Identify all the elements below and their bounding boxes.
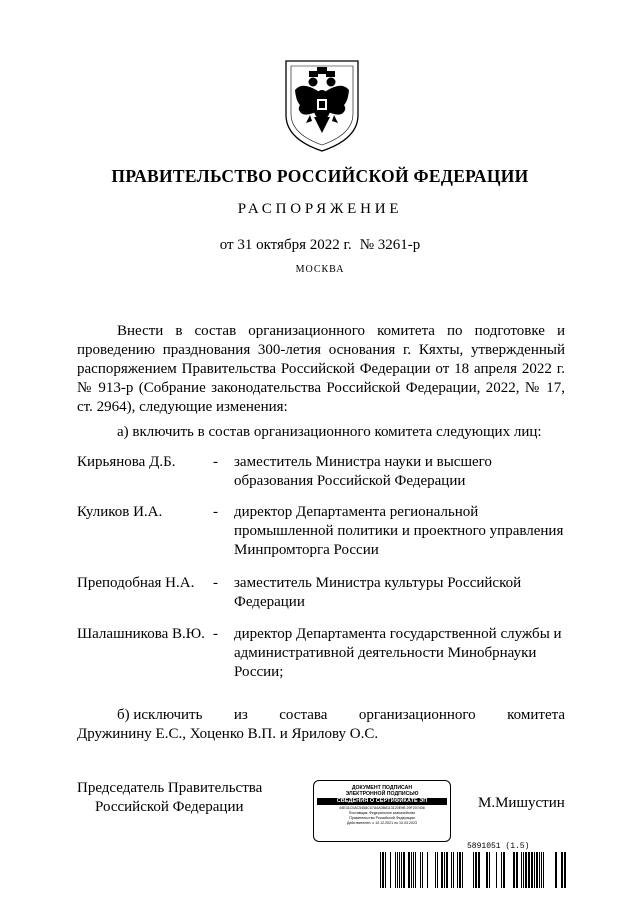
person-position: директор Департамента региональной промышленной политики и проектного управления Минпромторга России [234, 504, 564, 558]
document-date-line [0, 237, 640, 254]
stamp-issuer: Поставщик: Федеральное казначейство [348, 811, 416, 815]
stamp-banner: СВЕДЕНИЯ О СЕРТИФИКАТЕ ЭП [317, 798, 447, 805]
point-b-word: состава [279, 707, 328, 723]
document-type: РАСПОРЯЖЕНИЕ [237, 201, 403, 217]
person-name: Шалашникова В.Ю. [77, 626, 205, 642]
point-b [77, 706, 565, 744]
person-name: Куликов И.А. [77, 504, 163, 520]
city: МОСКВА [295, 264, 345, 275]
stamp-line2: ЭЛЕКТРОННОЙ ПОДПИСЬЮ [345, 791, 419, 797]
person-position: заместитель Министра культуры Российской Федерации [234, 575, 522, 610]
person-dash: - [213, 575, 218, 591]
person-dash: - [213, 504, 218, 520]
barcode-number: 5891051 (1.5) [467, 842, 530, 851]
signer-position [77, 779, 262, 817]
stamp-certificate: 04E31C0AC5458C07A4A0B8113120E9B 29F207408 [339, 806, 425, 810]
stamp-line1: ДОКУМЕНТ ПОДПИСАН [351, 785, 413, 791]
document-number: № 3261-р [359, 237, 421, 253]
signer-name: М.Мишустин [478, 795, 565, 811]
electronic-signature-stamp [313, 780, 451, 842]
person-dash: - [213, 626, 218, 642]
stamp-holder: Правительство Российской Федерации [349, 816, 415, 820]
government-title: ПРАВИТЕЛЬСТВО РОССИЙСКОЙ ФЕДЕРАЦИИ [111, 166, 529, 186]
person-name: Преподобная Н.А. [77, 575, 195, 591]
person-name: Кирьянова Д.Б. [77, 454, 176, 470]
person-position: директор Департамента государственной службы и административной деятельности Минобрнауки России; [234, 626, 562, 680]
signer-position-line2: Российской Федерации [95, 799, 244, 815]
point-b-word: организационного [358, 707, 476, 723]
point-b-word: из [233, 707, 248, 723]
point-a: а) включить в состав организационного комитета следующих лиц: [117, 424, 542, 440]
barcode [380, 852, 566, 888]
stamp-validity: Действителен: с 10.12.2021 по 10.03.2023 [346, 821, 418, 825]
coat-of-arms-emblem [282, 57, 362, 153]
point-b-word: б) исключить [117, 707, 203, 723]
intro-paragraph: Внести в состав организационного комитета по подготовке и проведению празднования 300-летия основания г. Кяхты, утвержденный распоряжением Правительства Российской Федерации от 18 апреля 2022 г. № 913-р (Собрание законодательства Российской Федерации, 2022, № 17, ст. 2964), следующие изменения: [77, 323, 565, 415]
signer-position-line1: Председатель Правительства [77, 780, 263, 796]
point-b-line1 [77, 706, 565, 725]
document-date: от 31 октября 2022 г. [219, 237, 352, 253]
point-b-line2: Дружинину Е.С., Хоценко В.П. и Ярилову О.С. [77, 726, 379, 742]
person-position: заместитель Министра науки и высшего образования Российской Федерации [234, 454, 492, 489]
person-dash: - [213, 454, 218, 470]
point-b-word: комитета [507, 707, 565, 723]
order-intro [77, 322, 565, 417]
